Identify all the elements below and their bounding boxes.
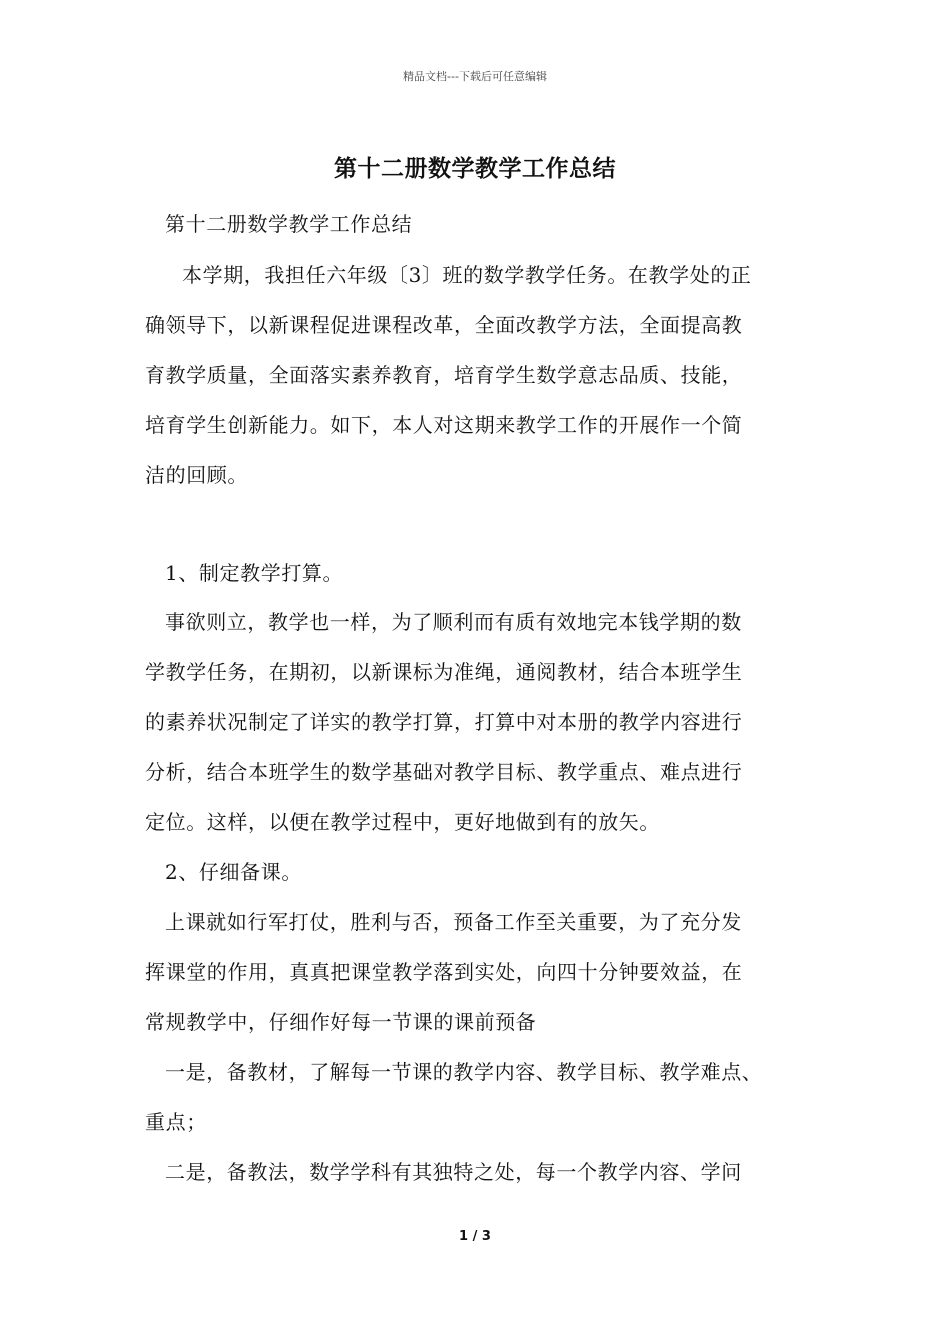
- header-note: 精品文档---下载后可任意编辑: [403, 70, 547, 83]
- paragraph-line: 事欲则立，教学也一样，为了顺利而有质有效地完本钱学期的数: [165, 610, 742, 634]
- paragraph-line: 洁的回顾。: [145, 463, 248, 487]
- paragraph-line: 定位。这样，以便在教学过程中，更好地做到有的放矢。: [145, 810, 660, 834]
- paragraph-line: 上课就如行军打仗，胜利与否，预备工作至关重要，为了充分发: [165, 910, 742, 934]
- paragraph-line: 学教学任务，在期初，以新课标为准绳，通阅教材，结合本班学生: [145, 660, 743, 684]
- subtitle-line: 第十二册数学教学工作总结: [165, 212, 413, 236]
- paragraph-line: 挥课堂的作用，真真把课堂教学落到实处，向四十分钟要效益，在: [145, 960, 743, 984]
- paragraph-line: 育教学质量，全面落实素养教育，培育学生数学意志品质、技能，: [145, 363, 743, 387]
- paragraph-line: 本学期，我担任六年级〔3〕班的数学教学任务。在教学处的正: [182, 263, 752, 287]
- paragraph-line: 确领导下，以新课程促进课程改革，全面改教学方法，全面提高教: [145, 313, 743, 337]
- page-number: 1 / 3: [459, 1229, 491, 1244]
- document-title: 第十二册数学教学工作总结: [334, 155, 616, 182]
- paragraph-line: 培育学生创新能力。如下，本人对这期来教学工作的开展作一个简: [145, 413, 743, 437]
- paragraph-line: 常规教学中，仔细作好每一节课的课前预备: [145, 1010, 537, 1034]
- paragraph-line: 一是，备教材，了解每一节课的教学内容、教学目标、教学难点、: [165, 1060, 763, 1084]
- section-heading: 2、仔细备课。: [165, 860, 302, 884]
- paragraph-line: 的素养状况制定了详实的教学打算，打算中对本册的教学内容进行: [145, 710, 743, 734]
- section-heading: 1、制定教学打算。: [165, 561, 344, 585]
- paragraph-line: 二是，备教法，数学学科有其独特之处，每一个教学内容、学问: [165, 1160, 742, 1184]
- paragraph-line: 分析，结合本班学生的数学基础对教学目标、教学重点、难点进行: [145, 760, 743, 784]
- paragraph-line: 重点；: [145, 1110, 207, 1134]
